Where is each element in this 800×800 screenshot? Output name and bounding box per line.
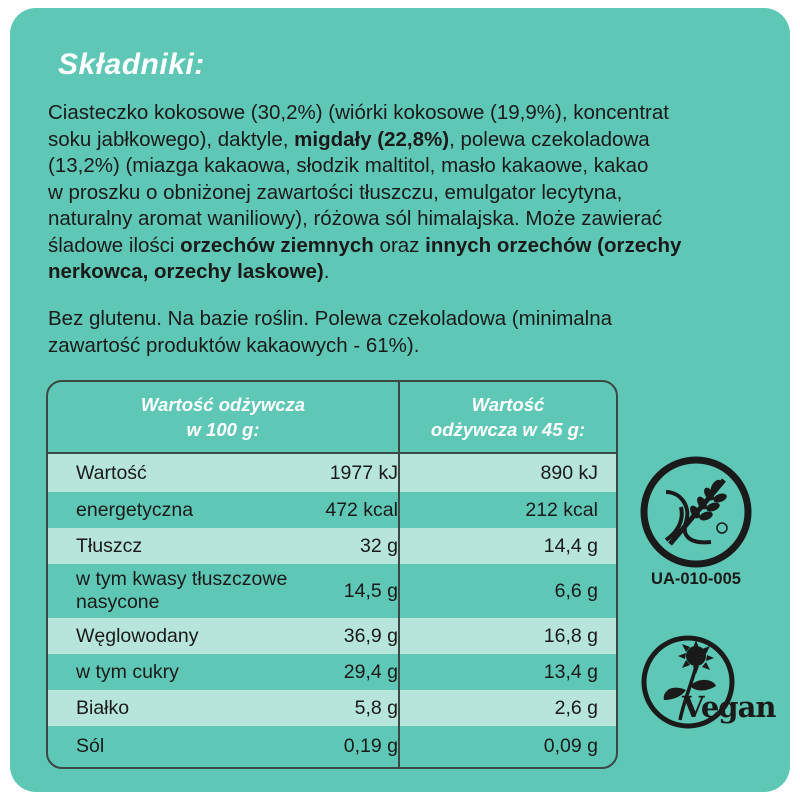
ingredient-text: oraz — [373, 233, 426, 257]
ingredient-text: , polewa czekoladowa — [449, 127, 650, 151]
nutrient-label: Sól — [76, 734, 105, 757]
value-per-45g: 890 kJ — [540, 462, 598, 484]
header-per-45g-line2: odżywcza w 45 g: — [430, 419, 586, 440]
table-row — [48, 654, 616, 690]
allergen-text: innych orzechów (orzechy — [425, 233, 682, 257]
table-row — [48, 492, 616, 528]
ingredients-line — [48, 100, 770, 127]
header-per-100g — [48, 382, 398, 452]
nutrient-label: w tym kwasy tłuszczowe nasycone — [76, 568, 288, 613]
header-per-45g — [400, 382, 616, 452]
allergen-text: orzechów ziemnych — [180, 233, 374, 257]
table-row — [48, 454, 616, 492]
table-row — [48, 690, 616, 726]
allergen-text: nerkowca, orzechy laskowe) — [48, 260, 324, 283]
value-per-100g: 36,9 g — [343, 625, 398, 647]
value-per-100g: 14,5 g — [343, 580, 398, 602]
table-row — [48, 528, 616, 564]
vegan-label: Vegan — [682, 690, 776, 724]
notes-line: Bez glutenu. Na bazie roślin. Polewa czekoladowa (minimalna — [48, 307, 613, 330]
value-per-45g: 2,6 g — [554, 697, 598, 719]
nutrient-label: w tym cukry — [76, 661, 179, 683]
nutrient-label: Białko — [76, 697, 130, 719]
nutrition-table — [46, 380, 618, 769]
notes-line: zawartość produktów kakaowych - 61%). — [48, 333, 420, 357]
ingredient-text: soku jabłkowego), daktyle, — [48, 127, 295, 151]
ingredient-text: w proszku o obniżonej zawartości tłuszczu, emulgator lecytyna, — [48, 180, 623, 204]
value-per-100g: 1977 kJ — [329, 462, 398, 484]
allergen-text: migdały (22,8%) — [294, 127, 450, 151]
ingredient-text: Ciasteczko kokosowe (30,2%) (wiórki kokosowe (19,9%), koncentrat — [48, 101, 669, 124]
product-notes — [48, 306, 770, 359]
table-row — [48, 564, 616, 618]
nutrient-label: energetyczna — [76, 499, 194, 521]
ingredient-text: . — [323, 260, 330, 283]
value-per-45g: 6,6 g — [554, 580, 598, 602]
ingredient-text: naturalny aromat waniliowy), różowa sól himalajska. Może zawierać — [48, 207, 663, 230]
ingredients-text — [48, 100, 770, 286]
value-per-100g: 472 kcal — [325, 499, 398, 521]
value-per-100g: 0,19 g — [343, 734, 398, 757]
value-per-100g: 29,4 g — [343, 661, 398, 683]
value-per-100g: 32 g — [360, 535, 398, 557]
ingredients-line — [48, 206, 770, 233]
table-row — [48, 726, 616, 765]
ingredients-line — [48, 153, 770, 180]
ingredients-line — [48, 180, 770, 207]
header-per-45g-line1: Wartość — [471, 394, 545, 415]
gluten-free-code: UA-010-005 — [651, 570, 741, 588]
table-header — [48, 382, 616, 454]
value-per-45g: 14,4 g — [543, 535, 598, 557]
ingredients-line — [48, 127, 770, 154]
ingredients-line — [48, 233, 770, 260]
value-per-100g: 5,8 g — [354, 697, 398, 719]
nutrient-label: Węglowodany — [76, 625, 199, 647]
value-per-45g: 16,8 g — [543, 625, 598, 647]
nutrient-label: Wartość — [76, 462, 147, 484]
header-per-100g-line1: Wartość odżywcza — [140, 394, 306, 415]
nutrient-label: Tłuszcz — [76, 535, 143, 557]
ingredient-text: (13,2%) (miazga kakaowa, słodzik maltitol, masło kakaowe, kakao — [48, 154, 649, 177]
value-per-45g: 13,4 g — [543, 661, 598, 683]
header-per-100g-line2: w 100 g: — [186, 419, 260, 440]
ingredients-heading: Składniki: — [58, 48, 205, 81]
value-per-45g: 212 kcal — [525, 499, 598, 521]
value-per-45g: 0,09 g — [543, 734, 598, 757]
column-divider — [398, 382, 400, 767]
table-row — [48, 618, 616, 654]
ingredient-text: śladowe ilości — [48, 233, 181, 257]
gluten-free-icon — [636, 452, 756, 572]
ingredients-line — [48, 259, 770, 286]
